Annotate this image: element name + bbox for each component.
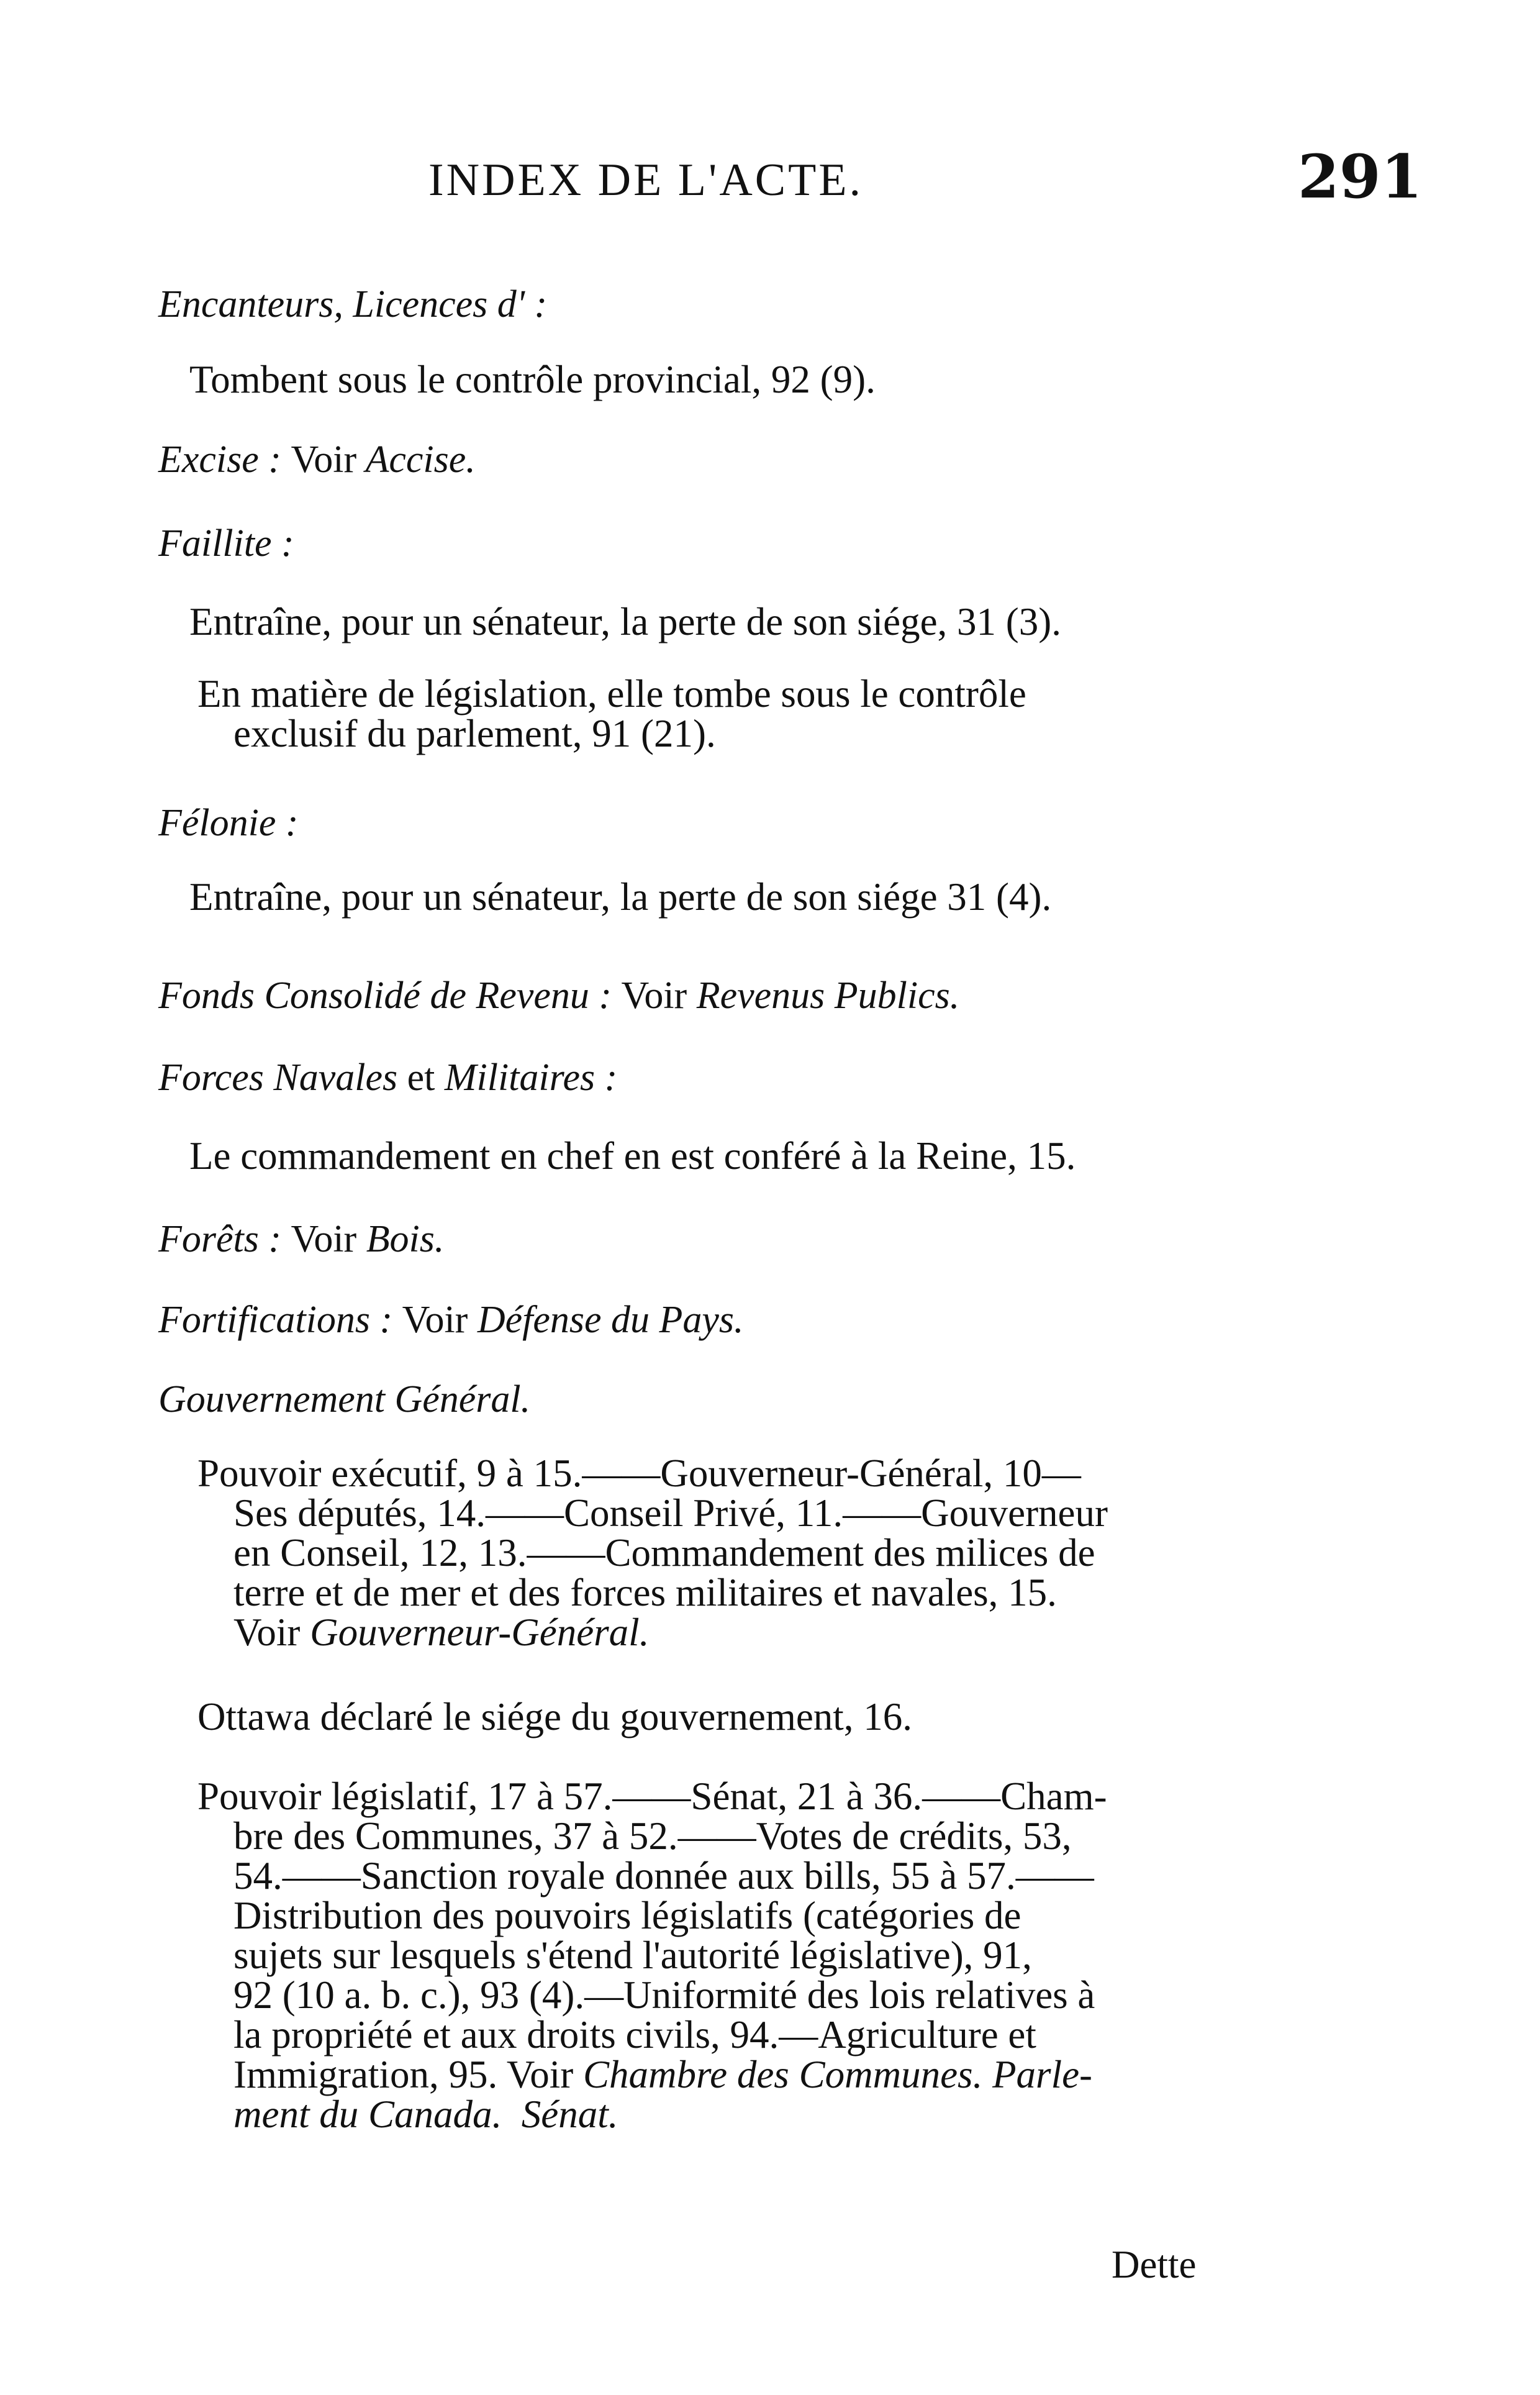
page-number: 291	[1298, 142, 1423, 212]
cross-reference: Sénat.	[521, 2093, 618, 2136]
para-continuation: exclusif du parlement, 91 (21).	[233, 712, 716, 755]
para-line: Distribution des pouvoirs législatifs (catégories de	[233, 1894, 1021, 1937]
cross-reference: Parle-	[992, 2053, 1093, 2096]
voir-label: Voir	[402, 1299, 468, 1341]
para-line-refs	[197, 2094, 1216, 2134]
entry-heading-forets	[158, 1217, 444, 1261]
cross-reference: Chambre des Communes.	[582, 2053, 983, 2096]
cross-reference: Bois.	[366, 1218, 445, 1260]
entry-body-gouvernement-ottawa: Ottawa déclaré le siége du gouvernement, 16.	[197, 1695, 913, 1738]
running-title: INDEX DE L'ACTE.	[428, 155, 864, 206]
cross-reference: Gouverneur-Général.	[310, 1611, 650, 1654]
entry-heading-gouvernement-general: Gouvernement Général.	[158, 1378, 531, 1420]
entry-body-felonie: Entraîne, pour un sénateur, la perte de son siége 31 (4).	[189, 875, 1052, 919]
voir-label: Voir	[233, 1611, 301, 1654]
voir-label: Voir	[291, 1218, 357, 1260]
heading-term: Forêts :	[158, 1218, 282, 1260]
para-line: Pouvoir législatif, 17 à 57.——Sénat, 21 à 36.——Cham-	[197, 1775, 1107, 1818]
cross-reference: Défense du Pays.	[477, 1299, 744, 1341]
entry-heading-fortifications	[158, 1298, 744, 1342]
para-line: terre et de mer et des forces militaires et navales, 15.	[233, 1571, 1057, 1614]
entry-heading-felonie: Félonie :	[158, 802, 299, 844]
entry-body-gouvernement-executif	[197, 1453, 1216, 1652]
voir-label: Voir	[506, 2053, 574, 2096]
running-head	[0, 142, 1540, 216]
heading-term: Excise :	[158, 439, 281, 481]
para-line: Immigration, 95.	[233, 2053, 498, 2096]
para-line: Pouvoir exécutif, 9 à 15.——Gouverneur-Général, 10—	[197, 1452, 1081, 1495]
entry-heading-fonds-consolide	[158, 974, 959, 1018]
entry-body-forces: Le commandement en chef en est conféré à la Reine, 15.	[189, 1134, 1076, 1178]
para-line: 54.——Sanction royale donnée aux bills, 55 à 57.——	[233, 1854, 1094, 1897]
voir-label: Voir	[621, 975, 687, 1017]
entry-heading-excise	[158, 438, 476, 482]
para-line-voir	[197, 1612, 1216, 1652]
para-first-line: En matière de législation, elle tombe sous le contrôle	[197, 672, 1026, 716]
heading-term-b: Militaires :	[444, 1057, 618, 1099]
cross-reference: Revenus Publics.	[696, 975, 960, 1017]
entry-heading-faillite: Faillite :	[158, 522, 294, 565]
heading-term: Fonds Consolidé de Revenu :	[158, 975, 612, 1017]
entry-body-faillite-2	[197, 674, 1216, 753]
para-line-voir	[197, 2055, 1216, 2094]
entry-body-faillite-1: Entraîne, pour un sénateur, la perte de son siége, 31 (3).	[189, 600, 1061, 643]
para-line: la propriété et aux droits civils, 94.—Agriculture et	[233, 2013, 1036, 2056]
cross-reference: ment du Canada.	[233, 2093, 502, 2136]
entry-body-gouvernement-legislatif	[197, 1776, 1216, 2134]
heading-conjunction: et	[407, 1057, 435, 1099]
heading-term: Fortifications :	[158, 1299, 393, 1341]
catchword: Dette	[1112, 2243, 1197, 2286]
para-line: sujets sur lesquels s'étend l'autorité législative), 91,	[233, 1934, 1032, 1977]
entry-heading-forces	[158, 1056, 617, 1100]
cross-reference: Accise.	[365, 439, 476, 481]
voir-label: Voir	[291, 439, 357, 481]
para-line: bre des Communes, 37 à 52.——Votes de crédits, 53,	[233, 1814, 1072, 1858]
entry-heading-encanteurs: Encanteurs, Licences d' :	[158, 283, 548, 325]
para-line: 92 (10 a. b. c.), 93 (4).—Uniformité des lois relatives à	[233, 1973, 1095, 2017]
entry-body-encanteurs: Tombent sous le contrôle provincial, 92 (9).	[189, 358, 876, 401]
heading-term-a: Forces Navales	[158, 1057, 398, 1099]
para-line: en Conseil, 12, 13.——Commandement des milices de	[233, 1531, 1095, 1575]
para-line: Ses députés, 14.——Conseil Privé, 11.——Gouverneur	[233, 1491, 1108, 1535]
